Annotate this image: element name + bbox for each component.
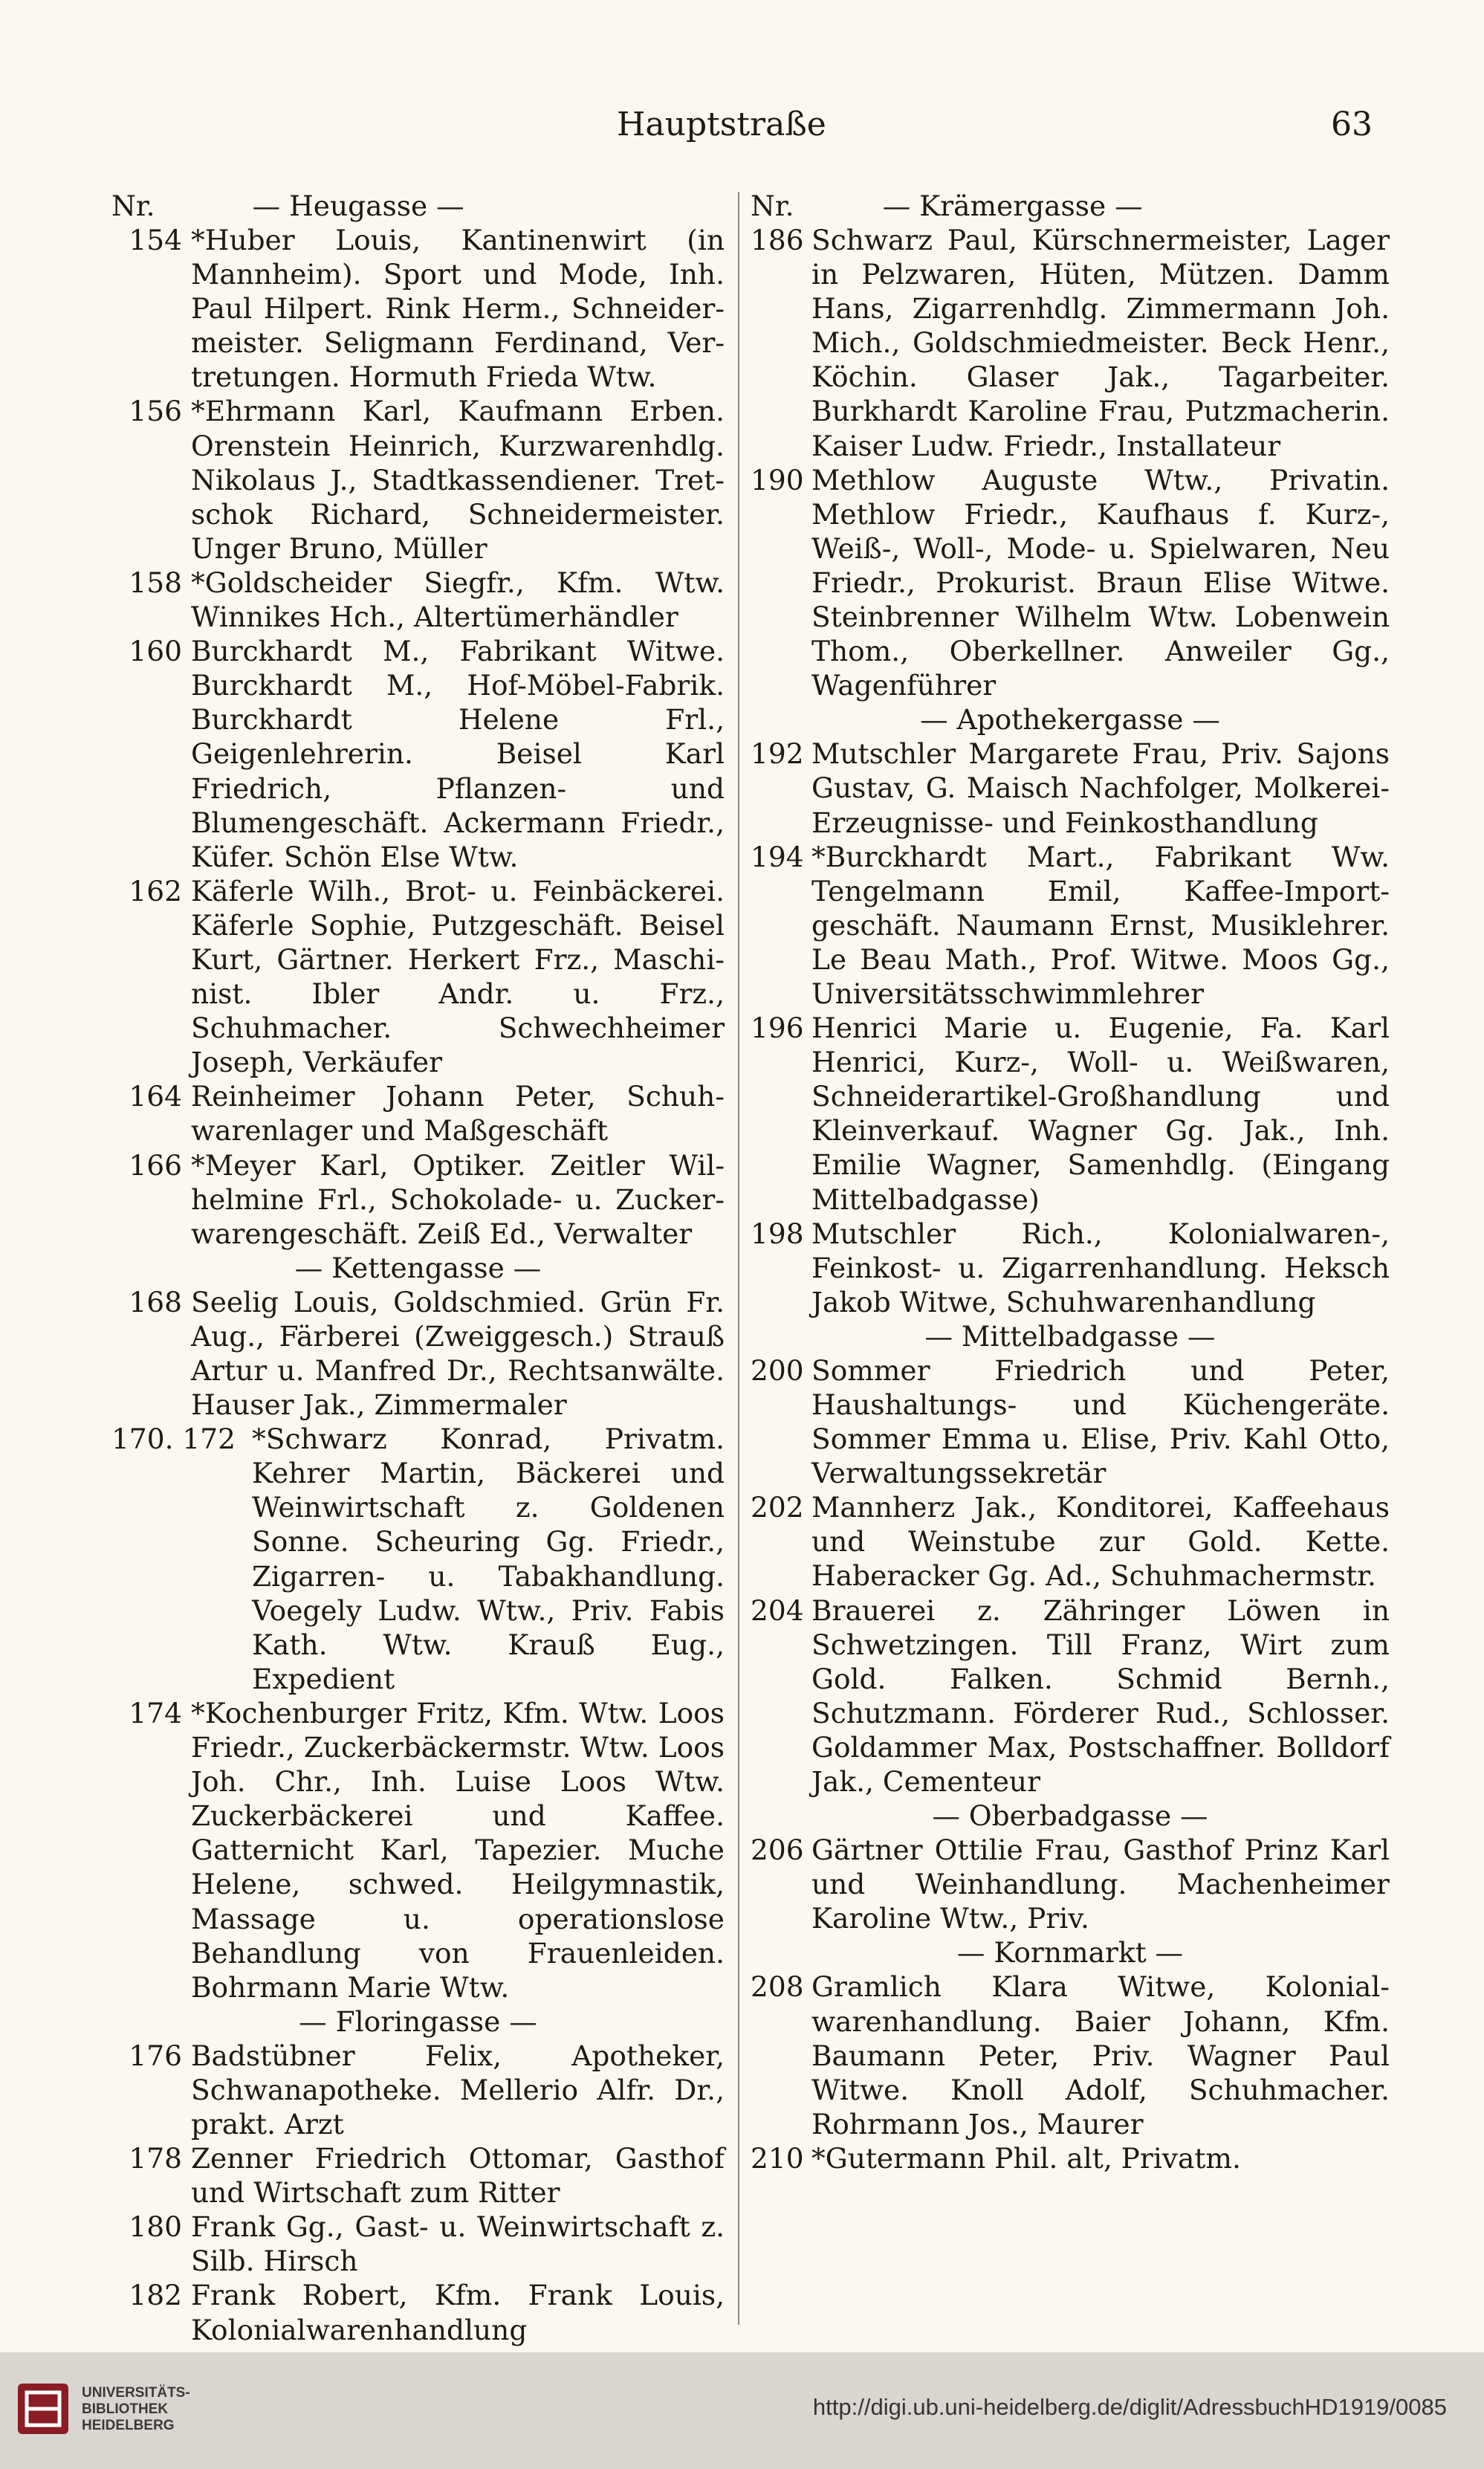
house-number: 164: [129, 1080, 182, 1113]
entry-text: Henrici Marie u. Eugenie, Fa. Karl Henrici, Kurz-, Woll- u. Weißwaren, Schneiderartikel-Großhandlung und Kleinverkauf. Wagner Gg. Jak., Inh. Emilie Wagner, Samenhdlg. (Eingang Mittelbadgasse): [811, 1012, 1390, 1216]
footer-bar: [0, 2352, 1484, 2469]
entry-text: Schwarz Paul, Kürschnermeister, Lager in Pelzwaren, Hüten, Mützen. Damm Hans, Zigarrenhdlg. Zimmermann Joh. Mich., Goldschmiedmeister. Beck Henr., Köchin. Glaser Jak., Tagarbeiter. Burkhardt Karoline Frau, Putzmacherin. Kaiser Ludw. Friedr., Installateur: [811, 224, 1390, 462]
entry-text: Zenner Friedrich Ottomar, Gasthof und Wirtschaft zum Ritter: [191, 2142, 725, 2210]
house-number: 210: [751, 2141, 804, 2175]
address-entry: [751, 1970, 1390, 2140]
house-number: 154: [129, 224, 182, 256]
address-entry: [751, 1490, 1390, 1593]
address-entry: [111, 2278, 725, 2346]
university-library-logo-icon: [16, 2382, 70, 2436]
right-column: [751, 189, 1390, 2337]
entry-text: Gramlich Klara Witwe, Kolonialwarenhandlung. Baier Johann, Kfm. Baumann Peter, Priv. Wagner Paul Witwe. Knoll Adolf, Schuhmacher. Rohrmann Jos., Maurer: [811, 1970, 1390, 2140]
house-number: 180: [129, 2210, 182, 2244]
house-number: 186: [751, 224, 804, 256]
address-entry: [751, 1011, 1390, 1217]
house-number: 208: [751, 1970, 804, 2004]
address-entry: [751, 1833, 1390, 1935]
entry-text: *Burckhardt Mart., Fabrikant Ww. Tengelmann Emil, Kaffee-Importgeschäft. Naumann Ernst, Musiklehrer. Le Beau Math., Prof. Witwe. Moos Gg., Universitätsschwimmlehrer: [811, 840, 1390, 1010]
entry-text: *Huber Louis, Kantinenwirt (in Mannheim). Sport und Mode, Inh. Paul Hilpert. Rink Herm., Schneidermeister. Seligmann Ferdinand, Vertretungen. Hormuth Frieda Wtw.: [191, 224, 725, 394]
entry-text: Mutschler Rich., Kolonialwaren-, Feinkost- u. Zigarrenhandlung. Heksch Jakob Witwe, Schuhwarenhandlung: [811, 1217, 1390, 1318]
house-number: 162: [129, 874, 182, 907]
library-name: UNIVERSITÄTS- BIBLIOTHEK HEIDELBERG: [82, 2385, 190, 2433]
house-number: 178: [129, 2142, 182, 2175]
house-number: 204: [751, 1593, 804, 1627]
address-entry: [111, 2210, 725, 2278]
house-number: 174: [129, 1696, 182, 1729]
street-section-heading: — Kornmarkt —: [956, 1936, 1184, 1970]
entry-text: Brauerei z. Zähringer Löwen in Schwetzingen. Till Franz, Wirt zum Gold. Falken. Schmid Bernh., Schutzmann. Förderer Rud., Schlosser. Goldammer Max, Postschaffner. Bolldorf Jak., Cementeur: [811, 1593, 1390, 1799]
house-number: 156: [129, 395, 182, 428]
house-number: 170. 172: [111, 1423, 236, 1456]
column-header: Nr. — Krämergasse —: [751, 190, 1143, 222]
street-section-heading: — Floringasse —: [299, 2004, 537, 2038]
address-entry: [111, 1285, 725, 1422]
house-number: 192: [751, 737, 804, 771]
house-number: 182: [129, 2279, 182, 2312]
entry-text: Käferle Wilh., Brot- u. Feinbäckerei. Käferle Sophie, Putzgeschäft. Beisel Kurt, Gärtner. Herkert Frz., Maschinist. Ibler Andr. u. Frz., Schuhmacher. Schwechheimer Joseph, Verkäufer: [191, 874, 725, 1079]
house-number: 194: [751, 840, 804, 873]
house-number: 206: [751, 1834, 804, 1867]
address-entry: [751, 1217, 1390, 1319]
entry-text: Sommer Friedrich und Peter, Haushaltungs- und Küchengeräte. Sommer Emma u. Elise, Priv. Kahl Otto, Verwaltungssekretär: [811, 1353, 1390, 1490]
page-title: Hauptstraße: [617, 106, 826, 143]
address-entry: [111, 634, 725, 874]
entry-text: Mutschler Margarete Frau, Priv. Sajons Gustav, G. Maisch Nachfolger, Molkerei-Erzeugnisse- und Feinkosthandlung: [811, 737, 1390, 839]
address-entry: [111, 1696, 725, 2004]
running-head: [0, 103, 1484, 147]
address-entry: [751, 1593, 1390, 1799]
entry-text: Frank Robert, Kfm. Frank Louis, Kolonialwarenhandlung: [191, 2279, 725, 2346]
house-number: 168: [129, 1285, 182, 1318]
address-entry: [111, 566, 725, 634]
entry-text: Mannherz Jak., Konditorei, Kaffeehaus und Weinstube zur Gold. Kette. Haberacker Gg. Ad., Schuhmachermstr.: [811, 1491, 1390, 1593]
left-column: [111, 189, 725, 2346]
street-section-heading: — Kettengasse —: [294, 1251, 542, 1284]
house-number: 196: [751, 1012, 804, 1045]
house-number: 198: [751, 1217, 804, 1250]
address-entry: [111, 223, 725, 394]
address-entry: [751, 463, 1390, 703]
entry-text: Reinheimer Johann Peter, Schuhwarenlager und Maßgeschäft: [191, 1080, 725, 1148]
address-entry: [751, 840, 1390, 1011]
address-entry: [751, 1353, 1390, 1490]
house-number: 200: [751, 1353, 804, 1387]
address-entry: [751, 2141, 1390, 2175]
address-entry: [111, 394, 725, 565]
entry-text: *Schwarz Konrad, Privatm. Kehrer Martin, Bäckerei und Weinwirtschaft z. Goldenen Sonne. Scheuring Gg. Friedr., Zigarren- u. Tabakhandlung. Voegely Ludw. Wtw., Priv. Fabis Kath. Wtw. Krauß Eug., Expedient: [252, 1423, 725, 1695]
entry-text: *Gutermann Phil. alt, Privatm.: [811, 2141, 1241, 2175]
entry-text: *Kochenburger Fritz, Kfm. Wtw. Loos Friedr., Zuckerbäckermstr. Wtw. Loos Joh. Chr., Inh. Luise Loos Wtw. Zuckerbäckerei und Kaffee. Gatternicht Karl, Tapezier. Muche Helene, schwed. Heilgymnastik, Massage u. operationslose Behandlung von Frauenleiden. Bohrmann Marie Wtw.: [191, 1696, 725, 2004]
address-entry: [111, 1422, 725, 1696]
entry-text: *Meyer Karl, Optiker. Zeitler Wilhelmine Frl., Schokolade- u. Zuckerwarengeschäft. Zeiß Ed., Verwalter: [191, 1148, 725, 1250]
entry-text: *Ehrmann Karl, Kaufmann Erben. Orenstein Heinrich, Kurzwarenhdlg. Nikolaus J., Stadtkassendiener. Tretschok Richard, Schneidermeister. Unger Bruno, Müller: [191, 395, 725, 565]
house-number: 202: [751, 1491, 804, 1524]
street-section-heading: — Apothekergasse —: [920, 703, 1220, 737]
source-url-link[interactable]: http://digi.ub.uni-heidelberg.de/diglit/AdressbuchHD1919/0085: [812, 2394, 1447, 2420]
entry-text: Gärtner Ottilie Frau, Gasthof Prinz Karl und Weinhandlung. Machenheimer Karoline Wtw., Priv.: [811, 1834, 1390, 1935]
address-entry: [751, 737, 1390, 839]
address-entry: [751, 223, 1390, 463]
entry-text: Frank Gg., Gast- u. Weinwirtschaft z. Silb. Hirsch: [191, 2210, 725, 2278]
address-entry: [111, 1148, 725, 1251]
address-entry: [111, 2141, 725, 2210]
entry-text: Methlow Auguste Wtw., Privatin. Methlow Friedr., Kaufhaus f. Kurz-, Weiß-, Woll-, Mode- u. Spielwaren, Neu Friedr., Prokurist. Braun Elise Witwe. Steinbrenner Wilhelm Wtw. Lobenwein Thom., Oberkellner. Anweiler Gg., Wagenführer: [811, 463, 1390, 702]
column-divider: [738, 192, 739, 2325]
entry-text: Badstübner Felix, Apotheker, Schwanapotheke. Mellerio Alfr. Dr., prakt. Arzt: [191, 2039, 725, 2140]
house-number: 176: [129, 2039, 182, 2072]
house-number: 190: [751, 463, 804, 496]
address-entry: [111, 2039, 725, 2141]
address-entry: [111, 1079, 725, 1148]
entry-text: Seelig Louis, Goldschmied. Grün Fr. Aug., Färberei (Zweiggesch.) Strauß Artur u. Manfred Dr., Rechtsanwälte. Hauser Jak., Zimmermaler: [191, 1285, 725, 1422]
house-number: 166: [129, 1148, 182, 1182]
entry-text: Burckhardt M., Fabrikant Witwe. Burckhardt M., Hof-Möbel-Fabrik. Burckhardt Helene Frl., Geigenlehrerin. Beisel Karl Friedrich, Pflanzen- und Blumengeschäft. Ackermann Friedr., Küfer. Schön Else Wtw.: [191, 635, 725, 873]
street-section-heading: — Mittelbadgasse —: [924, 1319, 1216, 1353]
address-entry: [111, 874, 725, 1080]
street-section-heading: — Oberbadgasse —: [932, 1799, 1208, 1833]
column-header: Nr. — Heugasse —: [111, 190, 464, 222]
house-number: 158: [129, 566, 182, 599]
entry-text: *Goldscheider Siegfr., Kfm. Wtw. Winnikes Hch., Altertümerhändler: [191, 566, 725, 634]
page-number: 63: [1331, 106, 1373, 143]
house-number: 160: [129, 635, 182, 668]
